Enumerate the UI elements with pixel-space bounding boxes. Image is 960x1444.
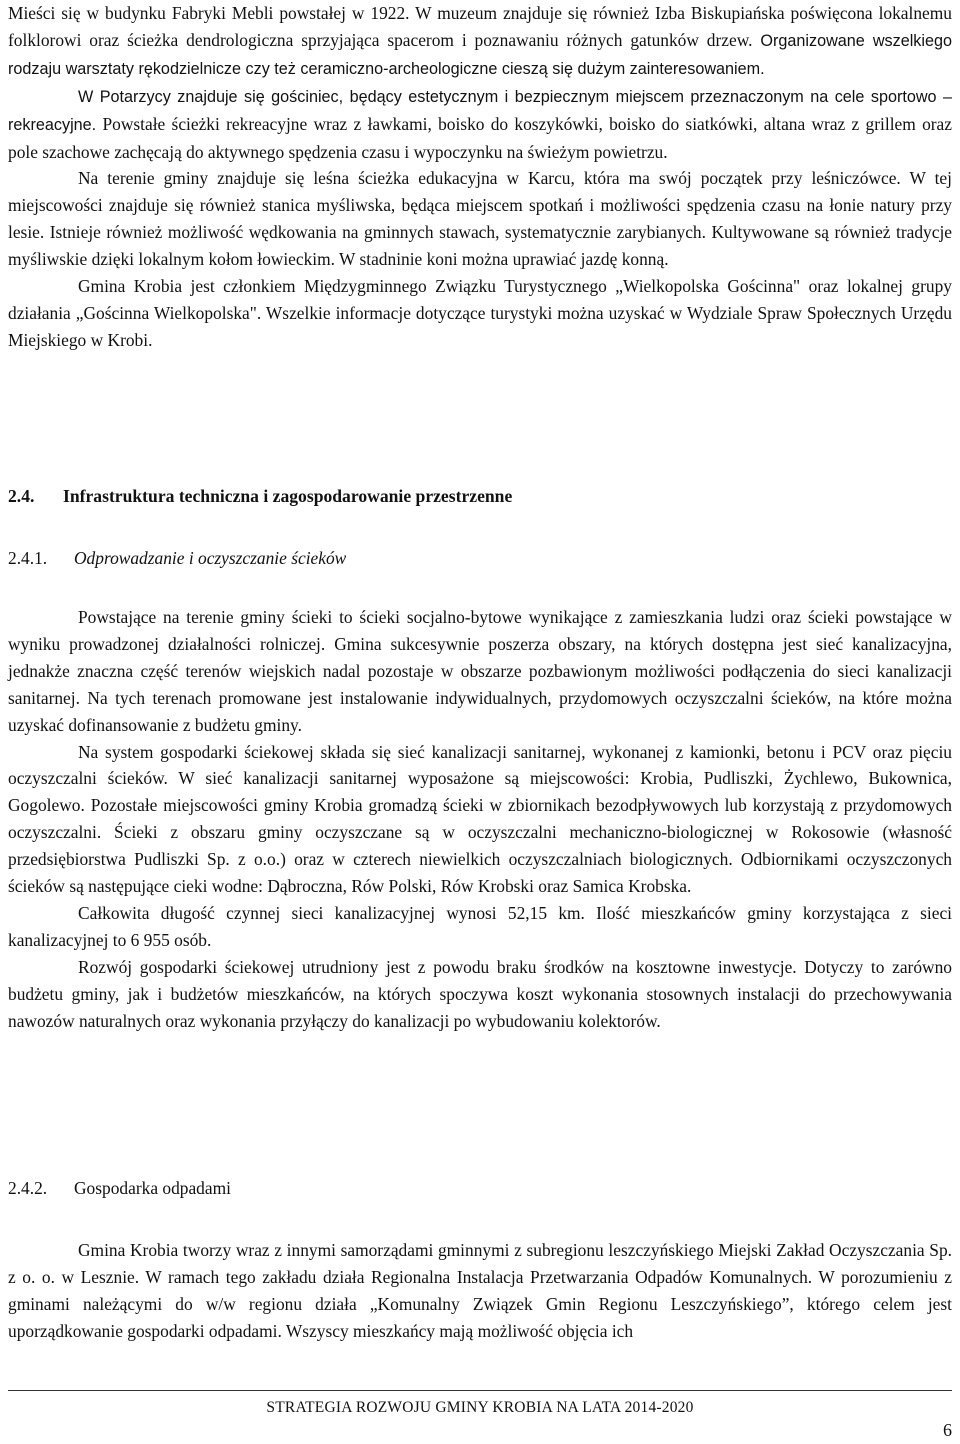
paragraph: Powstające na terenie gminy ścieki to ścieki socjalno-bytowe wynikające z zamieszkania ludzi oraz ścieki powstające w wyniku prowadzonej działalności rolniczej. Gmina sukcesywnie poszerza obszary, na których dostępna jest sieć kanalizacyjna, jednakże znaczna część terenów wiejskich nadal pozostaje w obszarze pozbawionym możliwości podłączenia do sieci kanalizacji sanitarnej. Na tych terenach promowane jest instalowanie indywidualnych, przydomowych oczyszczalni ścieków, na które można uzyskać dofinansowanie z budżetu gminy.: [8, 607, 952, 735]
paragraph-karzec: [8, 165, 952, 273]
text-recreation: Powstałe ścieżki rekreacyjne wraz z ławkami, boisko do koszykówki, boisko do siatkówki, altana wraz z grillem oraz pole szachowe zachęcają do aktywnego spędzenia czasu i wypoczynku na świeżym powietrzu.: [8, 113, 952, 162]
section-heading: [8, 486, 512, 507]
paragraph-potarzyca: [8, 83, 952, 166]
paragraph-museum: [8, 0, 952, 83]
page-number: 6: [943, 1420, 952, 1440]
subsection-title: Gospodarka odpadami: [74, 1178, 231, 1198]
subsection-number: 2.4.1.: [8, 548, 48, 568]
text-workshops: Organizowane wszelkiego rodzaju warsztaty rękodzielnicze czy też ceramiczno-archeologiczne cieszą się dużym zainteresowaniem.: [8, 31, 952, 78]
footer-divider: [8, 1390, 952, 1391]
intro-text: [8, 0, 952, 354]
footer-title: STRATEGIA ROZWOJU GMINY KROBIA NA LATA 2014-2020: [266, 1399, 694, 1416]
section-title: Infrastruktura techniczna i zagospodarowanie przestrzenne: [63, 486, 513, 506]
subsection-title: Odprowadzanie i oczyszczanie ścieków: [74, 548, 347, 568]
paragraph: Na system gospodarki ściekowej składa się sieć kanalizacji sanitarnej, wykonanej z kamionki, betonu i PCV oraz pięciu oczyszczalni ścieków. W sieć kanalizacji sanitarnej wyposażone są miejscowości: Krobia, Pudliszki, Żychlewo, Bukownica, Gogolewo. Pozostałe miejscowości gminy Krobia gromadzą ścieki w zbiornikach bezodpływowych lub korzystają z przydomowych oczyszczalni. Ścieki z obszaru gminy oczyszczane są w oczyszczalni mechaniczno-biologicznej w Rokosowie (własność przedsiębiorstwa Pudliszki Sp. z o.o.) oraz w czterech niewielkich oczyszczalniach biologicznych. Odbiornikami oczyszczonych ścieków są następujące cieki wodne: Dąbroczna, Rów Polski, Rów Krobski oraz Samica Krobska.: [8, 741, 952, 897]
text-museum: Mieści się w budynku Fabryki Mebli powstałej w 1922. W muzeum znajduje się również Izba Biskupiańska poświęcona lokalnemu folklorowi oraz ścieżka dendrologiczna sprzyjająca spacerom i poznawaniu różnych gatunków drzew.: [8, 3, 952, 50]
paragraph: Całkowita długość czynnej sieci kanalizacyjnej wynosi 52,15 km. Ilość mieszkańców gminy korzystająca z sieci kanalizacyjnej to 6 955 osób.: [8, 902, 952, 950]
text-karzec: Na terenie gminy znajduje się leśna ścieżka edukacyjna w Karcu, która ma swój początek przy leśniczówce.: [78, 168, 901, 189]
subsection-number: 2.4.2.: [8, 1178, 48, 1198]
paragraph: Rozwój gospodarki ściekowej utrudniony jest z powodu braku środków na kosztowne inwestycje. Dotyczy to zarówno budżetu gminy, jak i budżetów mieszkańców, na których spoczywa koszt wykonania stosownych instalacji do przechowywania nawozów naturalnych oraz wykonania przyłączy do kanalizacji po wybudowaniu kolektorów.: [8, 956, 952, 1031]
waste-text: [8, 1237, 952, 1345]
subsection-heading-sewage: [8, 548, 346, 569]
subsection-heading-waste: [8, 1178, 231, 1199]
section-number: 2.4.: [8, 486, 35, 506]
paragraph: Gmina Krobia tworzy wraz z innymi samorządami gminnymi z subregionu leszczyńskiego Miejski Zakład Oczyszczania Sp. z o. o. w Lesznie. W ramach tego zakładu działa Regionalna Instalacja Przetwarzania Odpadów Komunalnych. W porozumieniu z gminami należącymi do w/w regionu działa „Komunalny Związek Gmin Regionu Leszczyńskiego”, którego celem jest uporządkowanie gospodarki odpadami. Wszyscy mieszkańcy mają możliwość objęcia ich: [8, 1240, 952, 1341]
text-potarzyca: W Potarzycy znajduje się gościniec, będący estetycznym i bezpiecznym miejscem przeznaczonym na cele sportowo – rekreacyjne.: [8, 87, 952, 134]
text-hunting: W tej miejscowości znajduje się również stanica myśliwska, będąca miejscem spotkań i możliwości spędzenia czasu na łonie natury przy lesie. Istnieje również możliwość wędkowania na gminnych stawach, systematycznie zarybianych. Kultywowane są również tradycje myśliwskie dzięki lokalnym kołom łowieckim. W stadninie koni można uprawiać jazdę konną.: [8, 168, 952, 270]
paragraph-tourism: Gmina Krobia jest członkiem Międzygminnego Związku Turystycznego „Wielkopolska Gościnna" oraz lokalnej grupy działania „Gościnna Wielkopolska". Wszelkie informacje dotyczące turystyki można uzyskać w Wydziale Spraw Społecznych Urzędu Miejskiego w Krobi.: [8, 276, 952, 350]
sewage-text: [8, 604, 952, 1035]
